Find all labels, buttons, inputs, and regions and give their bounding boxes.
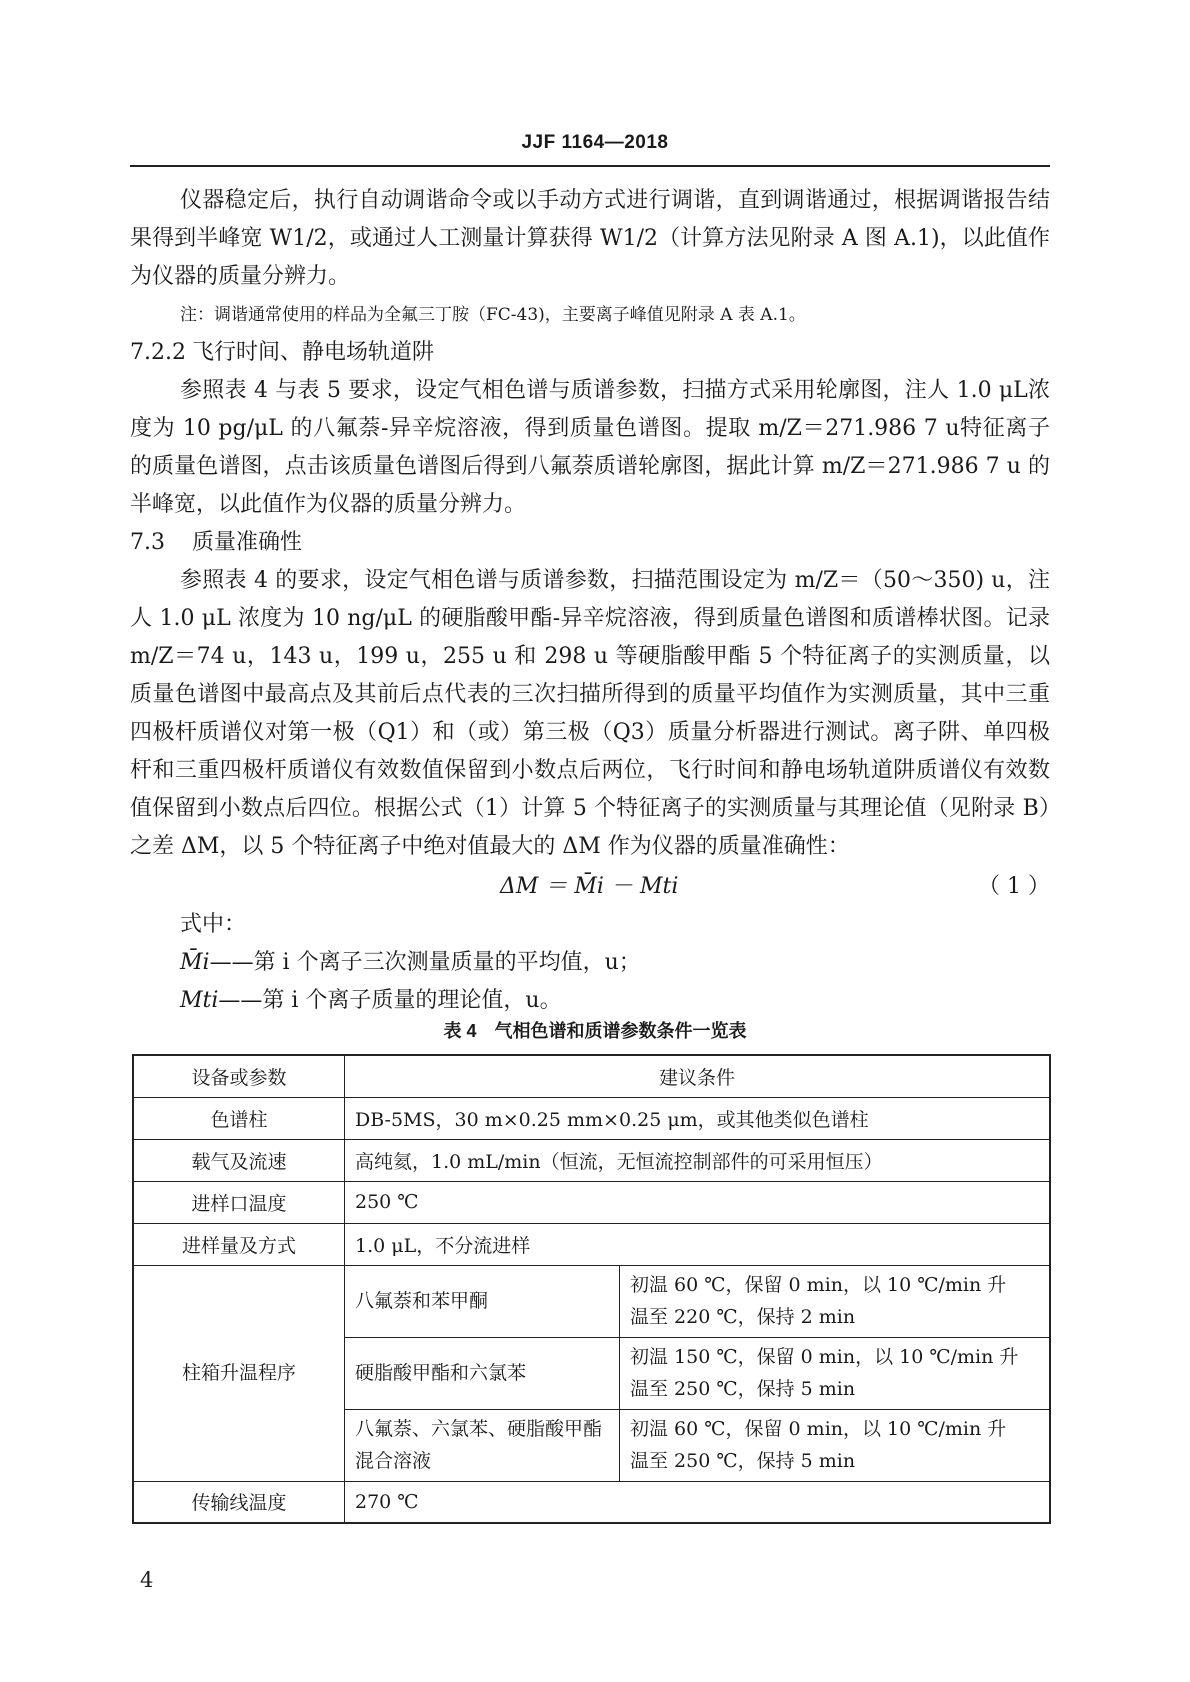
- table-cell-value: DB-5MS，30 m×0.25 mm×0.25 μm，或其他类似色谱柱: [345, 1097, 1051, 1139]
- section-number: 7.2.2: [130, 340, 186, 365]
- section-number: 7.3: [130, 530, 165, 555]
- table-cell-program: [620, 1409, 1051, 1481]
- definition-text: ——第 i 个离子质量的理论值，u。: [218, 988, 562, 1013]
- table-row: [133, 1223, 1050, 1265]
- section-title: 飞行时间、静电场轨道阱: [192, 340, 435, 365]
- table-cell-sample: 八氟萘、六氯苯、硬脂酸甲酯混合溶液: [345, 1409, 620, 1481]
- table-cell-sample: 硬脂酸甲酯和六氯苯: [345, 1337, 620, 1409]
- table-cell-param: 载气及流速: [133, 1139, 345, 1181]
- table-header-cell: 建议条件: [345, 1055, 1051, 1097]
- definition-mean: [130, 944, 1050, 982]
- program-line: 温至 250 ℃，保持 5 min: [630, 1450, 856, 1472]
- table-cell-value: 高纯氦，1.0 mL/min（恒流，无恒流控制部件的可采用恒压）: [345, 1139, 1051, 1181]
- program-line: 初温 150 ℃，保留 0 min，以 10 ℃/min 升: [630, 1346, 1019, 1368]
- definition-text: ——第 i 个离子三次测量质量的平均值，u；: [209, 950, 641, 975]
- table-cell-program: [620, 1337, 1051, 1409]
- table-cell-program: [620, 1265, 1051, 1337]
- table-cell-value: 250 ℃: [345, 1181, 1051, 1223]
- program-line: 初温 60 ℃，保留 0 min，以 10 ℃/min 升: [630, 1274, 1007, 1296]
- gc-ms-parameter-table: [132, 1054, 1051, 1524]
- table-title: 表 4 气相色谱和质谱参数条件一览表: [443, 1021, 747, 1041]
- table-cell-sample: 八氟萘和苯甲酮: [345, 1265, 620, 1337]
- header-rule: [130, 165, 1050, 167]
- section-title: 质量准确性: [192, 530, 303, 555]
- table-row: [133, 1481, 1050, 1523]
- formula-number: （ 1 ）: [978, 874, 1050, 899]
- definition-symbol: Mti: [180, 988, 219, 1013]
- table-header-cell: 设备或参数: [133, 1055, 345, 1097]
- table-cell-param: 色谱柱: [133, 1097, 345, 1139]
- section-heading-7-3: [130, 524, 1050, 562]
- table-cell-param: 进样量及方式: [133, 1223, 345, 1265]
- program-line: 温至 220 ℃，保持 2 min: [630, 1306, 856, 1328]
- formula-expression: ΔM ＝ M̄i － Mti: [500, 874, 679, 899]
- page-number: 4: [140, 1568, 154, 1592]
- paragraph-tuning: 仪器稳定后，执行自动调谐命令或以手动方式进行调谐，直到调谐通过，根据调谐报告结果得到半峰宽 W1/2，或通过人工测量计算获得 W1/2（计算方法见附录 A 图 A.1)，以此值作为仪器的质量分辨力。: [130, 188, 1050, 289]
- table-cell-param: 柱箱升温程序: [133, 1265, 345, 1481]
- main-content: [130, 182, 1050, 1020]
- table-cell-value: 270 ℃: [345, 1481, 1051, 1523]
- where-label: 式中：: [180, 912, 247, 937]
- paragraph-tof: 参照表 4 与表 5 要求，设定气相色谱与质谱参数，扫描方式采用轮廓图，注人 1.0 μL浓度为 10 pg/μL 的八氟萘-异辛烷溶液，得到质量色谱图。提取 m/Z＝271.986 7 u特征离子的质量色谱图，点击该质量色谱图后得到八氟萘质谱轮廓图，据此计算 m/Z＝271.986 7 u 的半峰宽，以此值作为仪器的质量分辨力。: [130, 378, 1050, 517]
- note-fc43: 注：调谐通常使用的样品为全氟三丁胺（FC-43)，主要离子峰值见附录 A 表 A.1。: [180, 305, 806, 325]
- section-heading-7-2-2: [130, 334, 1050, 372]
- table-cell-param: 传输线温度: [133, 1481, 345, 1523]
- formula-1: [130, 868, 1050, 906]
- document-header: JJF 1164—2018: [521, 132, 669, 153]
- definition-symbol: M̄i: [180, 950, 210, 975]
- definition-theoretical: [130, 982, 1050, 1020]
- program-line: 初温 60 ℃，保留 0 min，以 10 ℃/min 升: [630, 1418, 1007, 1440]
- table-row: [133, 1097, 1050, 1139]
- table-row: [133, 1181, 1050, 1223]
- table-row: [133, 1139, 1050, 1181]
- table-cell-value: 1.0 μL，不分流进样: [345, 1223, 1051, 1265]
- table-header-row: [133, 1055, 1050, 1097]
- program-line: 温至 250 ℃，保持 5 min: [630, 1378, 856, 1400]
- table-cell-param: 进样口温度: [133, 1181, 345, 1223]
- table-row: [133, 1265, 1050, 1337]
- paragraph-mass-accuracy: 参照表 4 的要求，设定气相色谱与质谱参数，扫描范围设定为 m/Z＝（50～350) u，注人 1.0 μL 浓度为 10 ng/μL 的硬脂酸甲酯-异辛烷溶液，得到质量色谱图和质谱棒状图。记录 m/Z＝74 u，143 u，199 u，255 u 和 298 u 等硬脂酸甲酯 5 个特征离子的实测质量，以质量色谱图中最高点及其前后点代表的三次扫描所得到的质量平均值作为实测质量，其中三重四极杆质谱仪对第一极（Q1）和（或）第三极（Q3）质量分析器进行测试。离子阱、单四极杆和三重四极杆质谱仪有效数值保留到小数点后两位，飞行时间和静电场轨道阱质谱仪有效数值保留到小数点后四位。根据公式（1）计算 5 个特征离子的实测质量与其理论值（见附录 B）之差 ΔM，以 5 个特征离子中绝对值最大的 ΔM 作为仪器的质量准确性：: [130, 568, 1050, 859]
